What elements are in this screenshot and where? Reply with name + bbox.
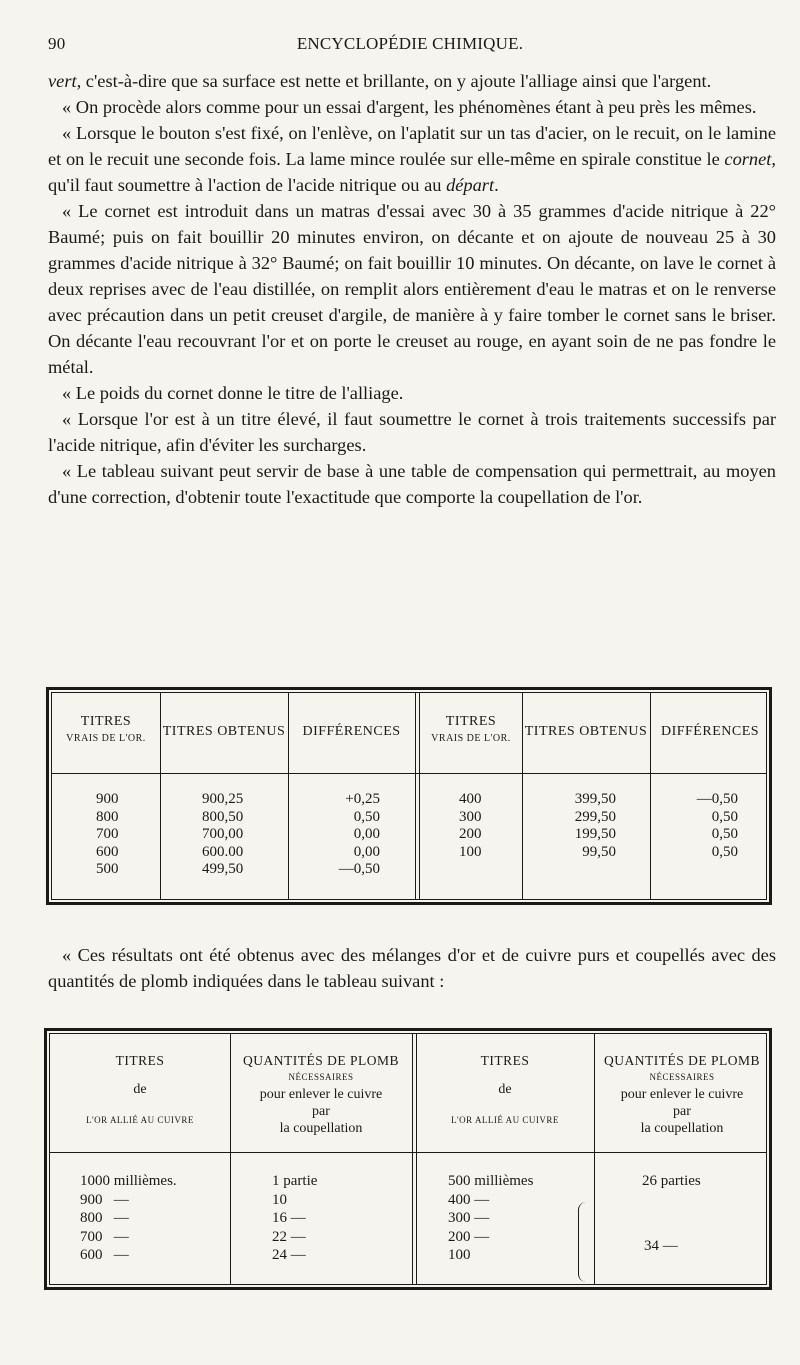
header-sublabel: par [312, 1104, 330, 1119]
table-cell: 600.00 [202, 843, 244, 860]
paragraph: « Le poids du cornet donne le titre de l'alliage. [62, 383, 404, 403]
header-label: TITRES OBTENUS [162, 724, 286, 739]
paragraph-text: c'est-à-dire que sa surface est nette et brillante, on y ajoute l'alliage ainsi que l'argent. [81, 71, 712, 91]
col-titres-right [459, 791, 482, 861]
table-cell: 400 — [448, 1191, 490, 1208]
table-cell: 0,50 [353, 808, 380, 825]
emphasis: départ [446, 175, 495, 195]
table-cell: 900 — [80, 1191, 129, 1208]
header-sublabel: pour enlever le cuivre [620, 1087, 744, 1102]
header-sublabel: NÉCESSAIRES [288, 1072, 354, 1082]
col-titres-left [80, 1172, 177, 1265]
header-label: TITRES [480, 1053, 530, 1068]
table-cell: 800 — [80, 1210, 129, 1226]
col-titres-left [96, 791, 119, 879]
col-obtenus-right [560, 791, 616, 861]
table-cell: 800,50 [202, 808, 244, 825]
col-differences-right [682, 791, 738, 861]
table-cell: 700 [96, 826, 119, 842]
table-cell: 1000 millièmes. [80, 1173, 177, 1189]
table-cell: 299,50 [574, 808, 616, 825]
paragraph [48, 120, 776, 198]
paragraph: « Ces résultats ont été obtenus avec des mélanges d'or et de cuivre purs et coupellés avec des quantités de plomb indiquées dans le tableau suivant : [48, 945, 776, 991]
paragraph: « On procède alors comme pour un essai d'argent, les phénomènes étant à peu près les mêmes. [62, 97, 757, 117]
header-titres-left [50, 1052, 230, 1129]
header-label: TITRES [80, 714, 132, 729]
header-sublabel: de [133, 1082, 147, 1097]
table-cell: 300 [459, 808, 482, 825]
header-sublabel: par [673, 1104, 691, 1119]
table-cell: 0,50 [711, 826, 738, 842]
paragraph [48, 68, 776, 94]
col-plomb-left [272, 1172, 317, 1265]
page-number: 90 [48, 34, 66, 53]
header-sublabel: la coupellation [640, 1121, 724, 1136]
table-cell: 99,50 [582, 843, 616, 860]
paragraph: « Le cornet est introduit dans un matras d'essai avec 30 à 35 grammes d'acide nitrique à 22° Baumé; puis on fait bouillir 20 minutes environ, on décante et on ajoute de nouveau 25 à 30 grammes d'acide nitrique à 32° Baumé; on fait bouillir 10 minutes. On décante, on lave le cornet à deux reprises avec de l'eau distillée, on remplit alors entièrement d'eau le matras et on le renverse avec précaution dans un petit creuset d'argile, de manière à y faire tomber le cornet sans le briser. On décante l'eau recouvrant l'or et on porte le creuset au rouge, en ayant soin de ne pas fondre le métal. [48, 201, 776, 377]
table-cell: 0,00 [353, 843, 380, 860]
table-cell: 34 — [644, 1238, 678, 1254]
table-cell: —0,50 [338, 861, 380, 877]
table-cell: 200 — [448, 1228, 490, 1245]
table-cell: —0,50 [696, 791, 738, 807]
header-sublabel: NÉCESSAIRES [649, 1072, 715, 1082]
header-sublabel: pour enlever le cuivre [259, 1087, 383, 1102]
table-cell: +0,25 [345, 791, 380, 807]
header-sublabel: la coupellation [279, 1121, 363, 1136]
table-cell: 300 — [448, 1210, 490, 1226]
header-differences-right [650, 723, 770, 740]
table-cell: 0,00 [353, 826, 380, 842]
header-label: QUANTITÉS DE PLOMB [243, 1053, 399, 1068]
col-titres-right [448, 1172, 533, 1265]
header-titres-vrais-right [420, 713, 522, 747]
header-sublabel: VRAIS DE L'OR. [431, 733, 511, 744]
table-cell: 500 [96, 861, 119, 877]
table-cell: 26 parties [642, 1173, 701, 1189]
assay-results-table [46, 687, 772, 905]
header-label: DIFFÉRENCES [302, 724, 401, 739]
table-cell: 399,50 [574, 791, 616, 807]
header-titres-right [416, 1052, 594, 1129]
table-cell: 700 — [80, 1228, 129, 1245]
table-cell: 900 [96, 791, 119, 807]
grouping-brace [578, 1202, 589, 1282]
table-cell: 22 — [272, 1228, 306, 1245]
emphasis: vert, [48, 71, 82, 91]
header-label: TITRES [115, 1053, 165, 1068]
lead-quantities-table [44, 1028, 772, 1290]
table-cell: 600 — [80, 1247, 129, 1263]
paragraph-text: « Lorsque le bouton s'est fixé, on l'enlève, on l'aplatit sur un tas d'acier, on le recuit, on le lamine et on le recuit une seconde fois. La lame mince roulée sur elle-même en spirale constitue le [48, 123, 776, 169]
table-cell: 700,00 [202, 826, 244, 842]
table-cell: 10 [272, 1191, 287, 1208]
paragraph-text: . [494, 175, 499, 195]
header-obtenus-right [522, 723, 650, 740]
header-label: QUANTITÉS DE PLOMB [604, 1053, 760, 1068]
col-plomb-right-group [644, 1237, 678, 1256]
paragraph: « Le tableau suivant peut servir de base à une table de compensation qui permettrait, au moyen d'une correction, d'obtenir toute l'exactitude que comporte la coupellation de l'or. [48, 461, 776, 507]
col-plomb-right [642, 1172, 701, 1191]
table-cell: 199,50 [574, 826, 616, 842]
header-sublabel: VRAIS DE L'OR. [66, 733, 146, 744]
table-cell: 16 — [272, 1210, 306, 1226]
body-text [48, 68, 776, 510]
header-label: TITRES [445, 714, 497, 729]
paragraph: « Lorsque l'or est à un titre élevé, il faut soumettre le cornet à trois traitements successifs par l'acide nitrique, afin d'éviter les surcharges. [48, 409, 776, 455]
header-sublabel: L'OR ALLIÉ AU CUIVRE [451, 1115, 559, 1125]
col-differences-left [324, 791, 380, 879]
header-plomb-left [230, 1052, 412, 1137]
col-obtenus-left [202, 791, 243, 879]
table-cell: 24 — [272, 1247, 306, 1263]
header-sublabel: L'OR ALLIÉ AU CUIVRE [86, 1115, 194, 1125]
table-cell: 100 [459, 843, 482, 860]
header-label: TITRES OBTENUS [524, 724, 648, 739]
table-cell: 800 [96, 808, 119, 825]
table-cell: 100 [448, 1247, 471, 1263]
header-sublabel: de [498, 1082, 512, 1097]
table-cell: 600 [96, 843, 119, 860]
table-cell: 0,50 [711, 843, 738, 860]
table-cell: 400 [459, 791, 482, 807]
header-plomb-right [594, 1052, 770, 1137]
table-cell: 499,50 [202, 861, 244, 877]
header-obtenus-left [160, 723, 288, 740]
table-cell: 900,25 [202, 791, 244, 807]
table-cell: 0,50 [711, 808, 738, 825]
table-cell: 200 [459, 826, 482, 842]
header-label: DIFFÉRENCES [660, 724, 760, 739]
header-differences-left [288, 723, 415, 740]
emphasis: cornet [724, 149, 772, 169]
running-title: ENCYCLOPÉDIE CHIMIQUE. [296, 34, 524, 53]
paragraph-text: , qu'il faut soumettre à l'action de l'acide nitrique ou au [48, 149, 776, 195]
header-titres-vrais-left [52, 713, 160, 747]
table-cell: 1 partie [272, 1173, 318, 1189]
table-cell: 500 millièmes [448, 1173, 534, 1189]
